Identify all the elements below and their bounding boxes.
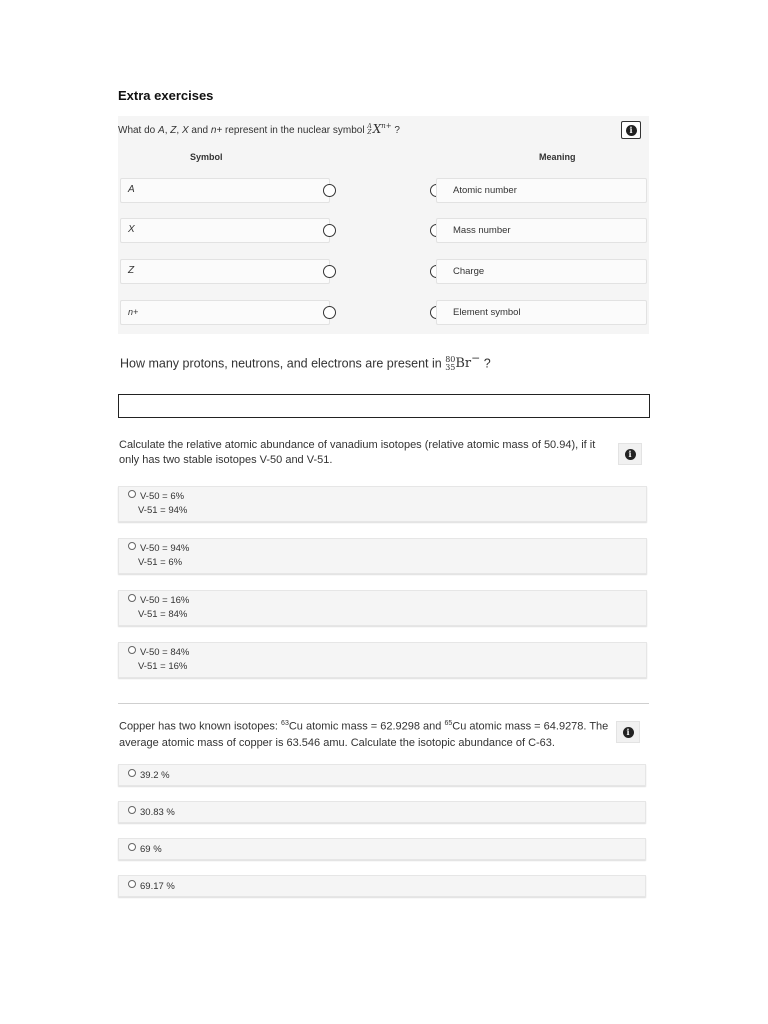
meaning-column-header: Meaning <box>539 152 576 162</box>
answer-option[interactable]: V-50 = 94% V-51 = 6% <box>118 538 647 574</box>
answer-option[interactable]: V-50 = 6% V-51 = 94% <box>118 486 647 522</box>
radio-icon[interactable] <box>128 843 136 851</box>
bromine-symbol: 80 35 Br− <box>445 352 481 372</box>
info-button[interactable] <box>616 721 640 743</box>
info-icon: i <box>623 727 634 738</box>
symbol-label: Z <box>128 265 135 276</box>
symbol-label: A <box>128 184 135 195</box>
symbol-item-a[interactable] <box>120 178 330 203</box>
matching-question: What do A, Z, X and n+ represent in the nuclear symbol A Z $X^{n+}$ ? <box>118 122 400 136</box>
symbol-item-z[interactable] <box>120 259 330 284</box>
meaning-label: Charge <box>453 266 485 277</box>
answer-option[interactable]: 39.2 % <box>118 764 646 786</box>
vanadium-question: Calculate the relative atomic abundance of vanadium isotopes (relative atomic mass of 50.94), if it only has two stable isotopes V-50 and V-51. <box>119 439 596 466</box>
symbol-column-header: Symbol <box>190 152 223 162</box>
symbol-connector-radio[interactable] <box>323 306 336 319</box>
radio-icon[interactable] <box>128 594 136 602</box>
radio-icon[interactable] <box>128 542 136 550</box>
symbol-item-charge[interactable] <box>120 300 330 325</box>
radio-icon[interactable] <box>128 490 136 498</box>
symbol-item-x[interactable] <box>120 218 330 243</box>
symbol-connector-radio[interactable] <box>323 184 336 197</box>
meaning-label: Mass number <box>453 225 511 236</box>
protons-question: How many protons, neutrons, and electrons are present in 80 35 Br− ? <box>120 352 491 372</box>
meaning-label: Element symbol <box>453 307 521 318</box>
answer-option[interactable]: 69 % <box>118 838 646 860</box>
symbol-connector-radio[interactable] <box>323 265 336 278</box>
page-title: Extra exercises <box>118 88 214 103</box>
section-divider <box>118 703 649 704</box>
copper-question: Copper has two known isotopes: $^{63}$Cu atomic mass = 62.9298 and $^{65}$Cu atomic mass = 64.9278. The average atomic mass of copper is 63.546 amu. Calculate the isotopic abundance of C-63. <box>119 720 609 749</box>
info-button[interactable] <box>618 443 642 465</box>
info-icon: i <box>625 449 636 460</box>
symbol-label: n+ <box>128 307 139 317</box>
radio-icon[interactable] <box>128 806 136 814</box>
info-button[interactable] <box>621 121 641 139</box>
nuclear-symbol: A Z $X^{n+}$ <box>367 122 392 136</box>
answer-option[interactable]: 69.17 % <box>118 875 646 897</box>
symbol-connector-radio[interactable] <box>323 224 336 237</box>
answer-input[interactable] <box>118 394 650 418</box>
radio-icon[interactable] <box>128 769 136 777</box>
answer-option[interactable]: V-50 = 84% V-51 = 16% <box>118 642 647 678</box>
symbol-label: X <box>128 224 135 235</box>
info-icon: i <box>626 125 637 136</box>
answer-option[interactable]: V-50 = 16% V-51 = 84% <box>118 590 647 626</box>
radio-icon[interactable] <box>128 880 136 888</box>
meaning-label: Atomic number <box>453 185 517 196</box>
answer-option[interactable]: 30.83 % <box>118 801 646 823</box>
radio-icon[interactable] <box>128 646 136 654</box>
